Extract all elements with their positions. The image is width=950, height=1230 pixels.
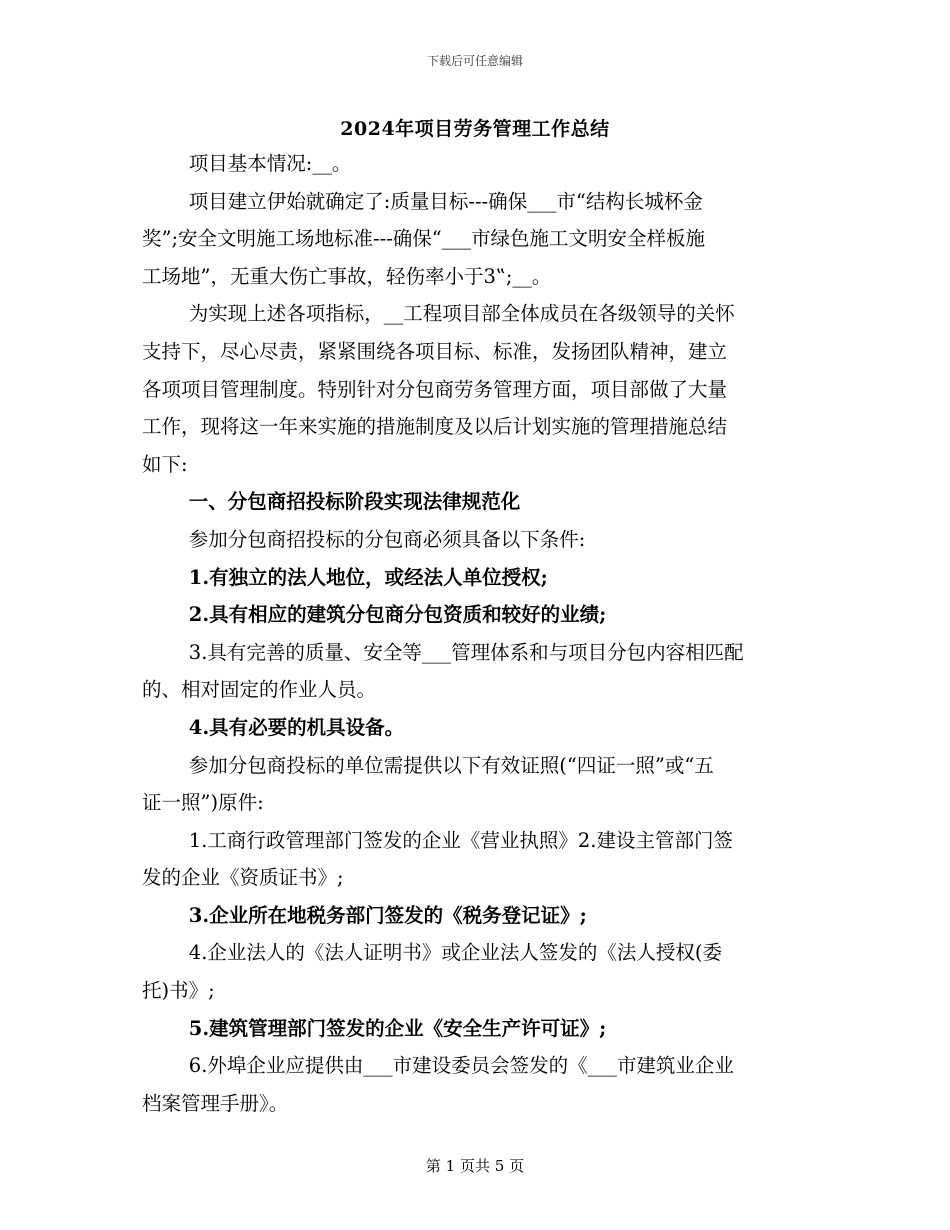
- body-paragraph: [142, 822, 810, 897]
- section-heading-paragraph: [142, 596, 810, 634]
- body-paragraph: [142, 295, 810, 483]
- text-line: 参加分包商招投标的分包商必须具备以下条件:: [188, 527, 586, 551]
- text-line: 项目建立伊始就确定了:质量目标---确保___市“结构长城杯金: [188, 189, 703, 213]
- section-heading-paragraph: [142, 1010, 810, 1048]
- text-line: 3.具有完善的质量、安全等___管理体系和与项目分包内容相匹配: [188, 640, 744, 664]
- text-line: 3.企业所在地税务部门签发的《税务登记证》;: [188, 903, 587, 927]
- text-line: 的、相对固定的作业人员。: [142, 678, 377, 702]
- body-paragraph: [142, 521, 810, 559]
- text-line: 支持下，尽心尽责，紧紧围绕各项目标、标准，发扬团队精神，建立: [142, 339, 728, 363]
- body-paragraph: [142, 1047, 810, 1122]
- body-paragraph: [142, 183, 810, 296]
- document-title: 2024年项目劳务管理工作总结: [340, 118, 610, 140]
- text-line: 参加分包商投标的单位需提供以下有效证照(“四证一照”或“五: [188, 753, 714, 777]
- text-line: 发的企业《资质证书》;: [142, 866, 344, 890]
- text-line: 5.建筑管理部门签发的企业《安全生产许可证》;: [188, 1016, 607, 1040]
- text-line: 档案管理手册》。: [142, 1091, 289, 1115]
- page-footer: 第 1 页共 5 页: [425, 1157, 525, 1175]
- text-line: 一、分包商招投标阶段实现法律规范化: [188, 490, 521, 514]
- text-line: 为实现上述各项指标，__工程项目部全体成员在各级领导的关怀: [188, 302, 735, 326]
- body-paragraph: [142, 747, 810, 822]
- section-heading-paragraph: [142, 897, 810, 935]
- text-line: 2.具有相应的建筑分包商分包资质和较好的业绩;: [188, 603, 607, 627]
- section-heading-paragraph: [142, 709, 810, 747]
- text-line: 1.工商行政管理部门签发的企业《营业执照》2.建设主管部门签: [188, 828, 734, 852]
- page-header: 下载后可任意编辑: [426, 54, 523, 68]
- body-paragraph: [142, 634, 810, 709]
- text-line: 4.企业法人的《法人证明书》或企业法人签发的《法人授权(委: [188, 941, 723, 965]
- text-line: 项目基本情况:__。: [188, 152, 352, 175]
- text-line: 4.具有必要的机具设备。: [188, 715, 405, 739]
- body-paragraph: [142, 145, 810, 183]
- section-heading-paragraph: [142, 483, 810, 521]
- text-line: 6.外埠企业应提供由___市建设委员会签发的《___市建筑业企业: [188, 1054, 734, 1078]
- text-line: 工作，现将这一年来实施的措施制度及以后计划实施的管理措施总结: [142, 415, 728, 439]
- text-line: 托)书》;: [142, 979, 215, 1003]
- text-line: 证一照”)原件:: [142, 791, 264, 815]
- text-line: 各项项目管理制度。特别针对分包商劳务管理方面，项目部做了大量: [142, 377, 728, 401]
- document-body: [142, 145, 810, 1122]
- text-line: 奖”;安全文明施工场地标准---确保“___市绿色施工文明安全样板施: [142, 227, 706, 251]
- text-line: 如下:: [142, 452, 188, 476]
- section-heading-paragraph: [142, 559, 810, 597]
- text-line: 工场地”，无重大伤亡事故，轻伤率小于3‟;__。: [142, 264, 552, 288]
- text-line: 1.有独立的法人地位，或经法人单位授权;: [188, 565, 548, 589]
- body-paragraph: [142, 934, 810, 1009]
